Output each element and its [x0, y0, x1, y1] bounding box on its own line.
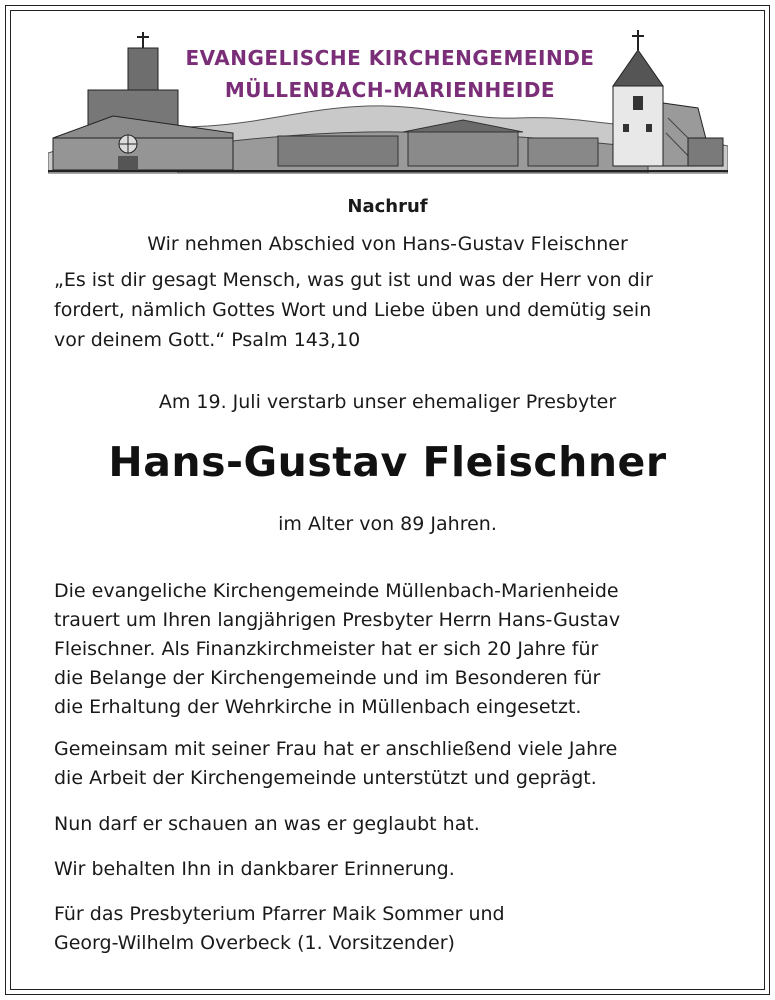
body-paragraph-4: Wir behalten Ihn in dankbarer Erinnerung.	[54, 858, 455, 880]
org-name-line1: EVANGELISCHE KIRCHENGEMEINDE	[185, 46, 595, 70]
org-name-line2: MÜLLENBACH-MARIENHEIDE	[224, 78, 556, 102]
age-line: im Alter von 89 Jahren.	[278, 513, 497, 535]
quote-line: „Es ist dir gesagt Mensch, was gut ist und was der Herr von dir	[54, 269, 653, 291]
signature-line: Für das Presbyterium Pfarrer Maik Sommer und	[54, 903, 505, 925]
body-paragraph-1-line: Fleischner. Als Finanzkirchmeister hat er sich 20 Jahre für	[54, 638, 599, 660]
quote-line: vor deinem Gott.“ Psalm 143,10	[54, 329, 361, 351]
body-paragraph-1-line: Die evangeliche Kirchengemeinde Müllenbach-Marienheide	[54, 580, 619, 602]
notice-heading: Nachruf	[347, 196, 428, 217]
signature-line: Georg-Wilhelm Overbeck (1. Vorsitzender)	[54, 932, 455, 954]
deceased-name: Hans-Gustav Fleischner	[108, 438, 667, 486]
death-line: Am 19. Juli verstarb unser ehemaliger Presbyter	[158, 391, 617, 413]
body-paragraph-3: Nun darf er schauen an was er geglaubt hat.	[54, 813, 480, 835]
farewell-line: Wir nehmen Abschied von Hans-Gustav Fleischner	[147, 233, 628, 255]
body-paragraph-1-line: trauert um Ihren langjährigen Presbyter Herrn Hans-Gustav	[54, 609, 621, 631]
body-paragraph-2-line: Gemeinsam mit seiner Frau hat er anschließend viele Jahre	[54, 738, 618, 760]
quote-line: fordert, nämlich Gottes Wort und Liebe üben und demütig sein	[54, 299, 652, 321]
body-paragraph-1-line: die Belange der Kirchengemeinde und im Besonderen für	[54, 667, 601, 689]
body-paragraph-2-line: die Arbeit der Kirchengemeinde unterstützt und geprägt.	[54, 767, 597, 789]
body-paragraph-1-line: die Erhaltung der Wehrkirche in Müllenbach eingesetzt.	[54, 696, 582, 718]
